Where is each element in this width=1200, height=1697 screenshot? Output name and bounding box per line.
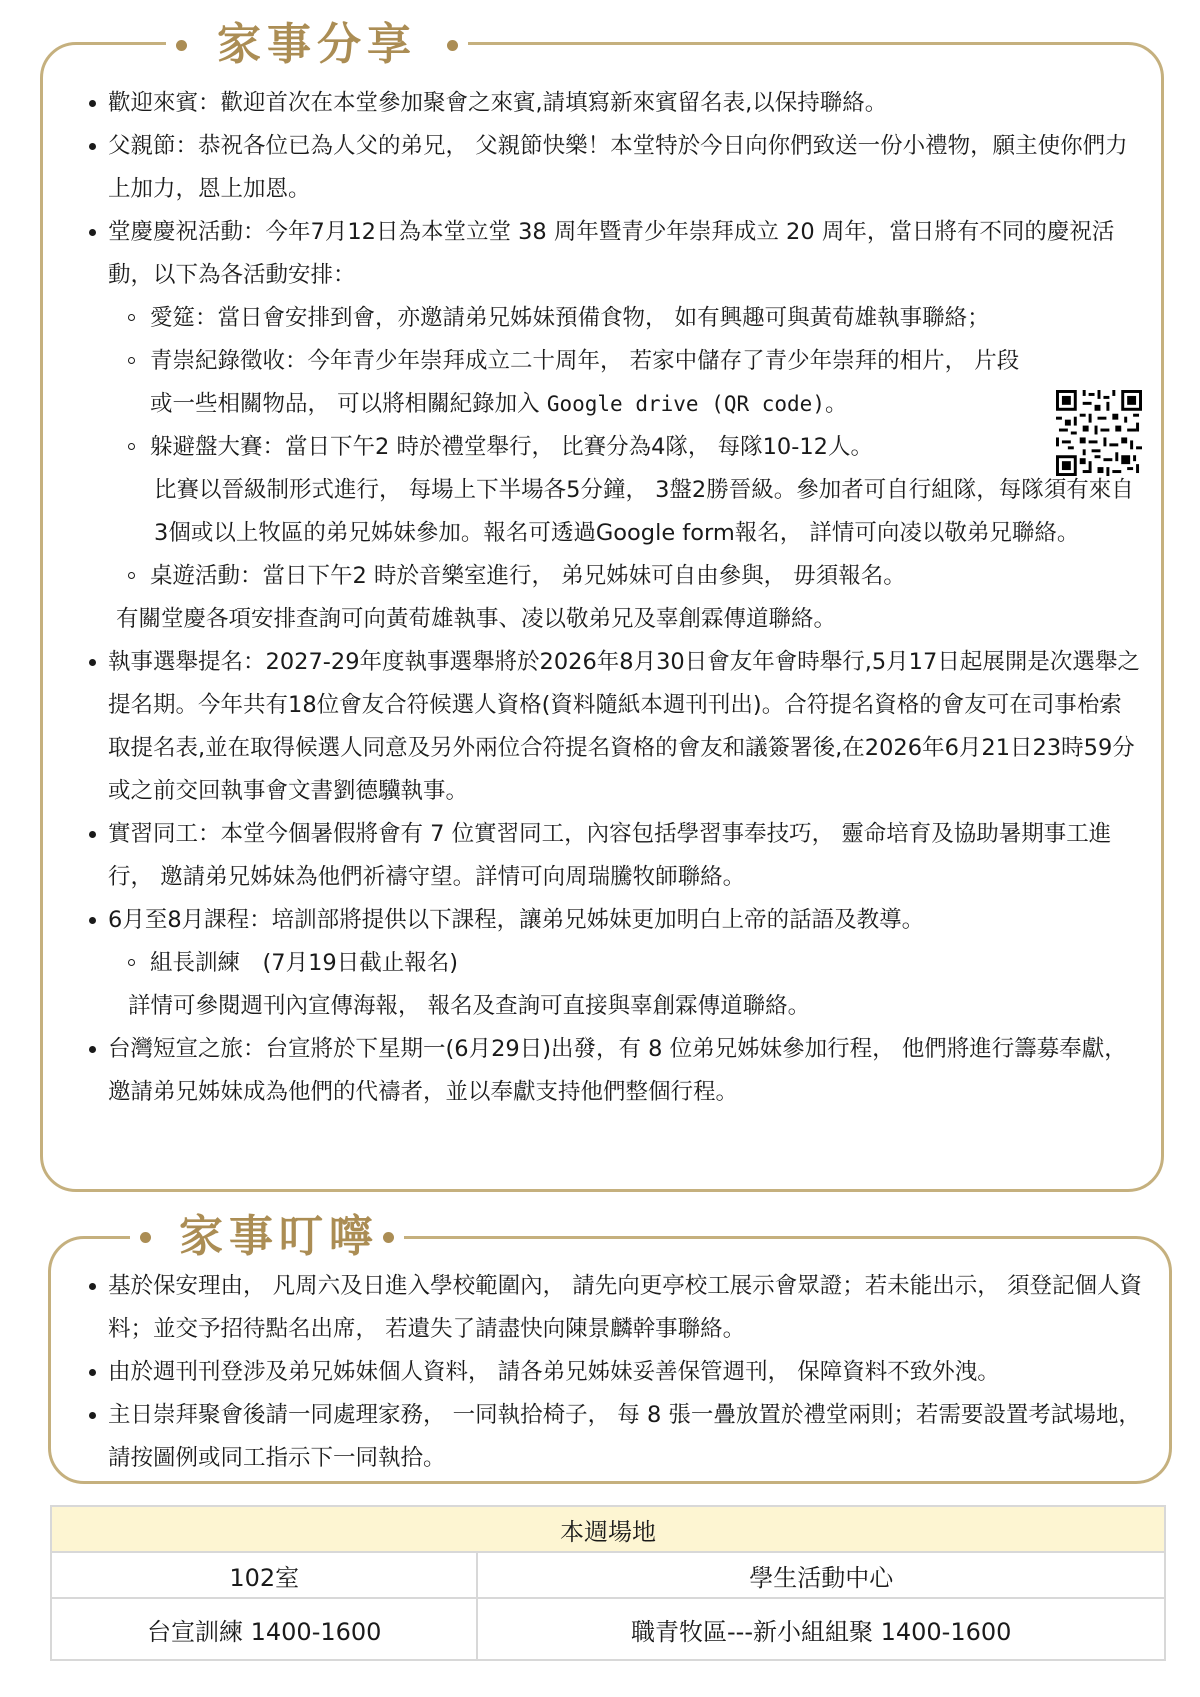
venue-table (50, 1505, 1166, 1661)
reminder-title: 家事叮嚀 (179, 1211, 379, 1262)
share-item-taiwan: 台灣短宣之旅：台宣將於下星期一(6月29日)出發，有 8 位弟兄姊妹參加行程， 他們將進行籌募奉獻，邀請弟兄姊妹成為他們的代禱者，並以奉獻支持他們整個行程。 (84, 1028, 1144, 1114)
anniversary-sub-boardgame: 桌遊活動：當日下午2 時於音樂室進行， 弟兄姊妹可自由參與， 毋須報名。 (84, 555, 1144, 598)
share-item-fathers-day: 父親節：恭祝各位已為人父的弟兄， 父親節快樂！本堂特於今日向你們致送一份小禮物，願主使你們力上加力，恩上加恩。 (84, 125, 1144, 211)
share-item-anniversary: 堂慶慶祝活動：今年7月12日為本堂立堂 38 周年暨青少年崇拜成立 20 周年，當日將有不同的慶祝活動，以下為各活動安排： (84, 211, 1144, 297)
reminder-item-chairs: 主日崇拜聚會後請一同處理家務， 一同執拾椅子， 每 8 張一疊放置於禮堂兩則；若需要設置考試場地， 請按圖例或同工指示下一同執拾。 (84, 1394, 1154, 1480)
venue-header: 本週場地 (51, 1506, 1165, 1552)
anniversary-sub-records (84, 340, 1144, 426)
dodgeball-details: 比賽以晉級制形式進行， 每場上下半場各5分鐘， 3盤2勝晉級。參加者可自行組隊，每隊須有來自3個或以上牧區的弟兄姊妹參加。報名可透過Google form報名， 詳情可向凌以敬弟兄聯絡。 (154, 477, 1134, 546)
reminder-content (84, 1265, 1154, 1480)
share-item-interns: 實習同工：本堂今個暑假將會有 7 位實習同工，內容包括學習事奉技巧， 靈命培育及協助暑期事工進行， 邀請弟兄姊妹為他們祈禱守望。詳情可向周瑞騰牧師聯絡。 (84, 813, 1144, 899)
reminder-item-privacy: 由於週刊刊登涉及弟兄姊妹個人資料， 請各弟兄姊妹妥善保管週刊， 保障資料不致外洩。 (84, 1351, 1154, 1394)
reminder-item-security: 基於保安理由， 凡周六及日進入學校範圍內， 請先向更亭校工展示會眾證；若未能出示， 須登記個人資料；並交予招待點名出席， 若遺失了請盡快向陳景麟幹事聯絡。 (84, 1265, 1154, 1351)
qr-code-icon[interactable] (1056, 390, 1142, 476)
share-content (84, 82, 1144, 1114)
records-line2a: 或一些相關物品， 可以將相關紀錄加入 (150, 391, 547, 417)
share-item-courses: 6月至8月課程：培訓部將提供以下課程，讓弟兄姊妹更加明白上帝的話語及教導。 (84, 899, 1144, 942)
venue-col-activity-center: 學生活動中心 (477, 1552, 1165, 1598)
course-note: 詳情可參閱週刊內宣傳海報， 報名及查詢可直接與辜創霖傳道聯絡。 (128, 993, 811, 1019)
records-line2b: Google drive (QR code) (546, 392, 825, 416)
title-dot-icon (447, 40, 458, 51)
share-title: 家事分享 (217, 19, 417, 70)
share-title-wrap (166, 20, 468, 70)
anniversary-sub-feast: 愛筵：當日會安排到會，亦邀請弟兄姊妹預備食物， 如有興趣可與黃荀雄執事聯絡； (84, 297, 1144, 340)
records-line2c: 。 (824, 391, 848, 417)
venue-cell-taiwan-training: 台宣訓練 1400-1600 (51, 1598, 477, 1660)
anniversary-sub-dodgeball: 躲避盤大賽：當日下午2 時於禮堂舉行， 比賽分為4隊， 每隊10-12人。 (84, 426, 1144, 469)
title-dot-icon (176, 40, 187, 51)
title-dot-icon (140, 1232, 151, 1243)
venue-col-102: 102室 (51, 1552, 477, 1598)
reminder-title-wrap (130, 1212, 404, 1262)
share-item-welcome: 歡迎來賓：歡迎首次在本堂參加聚會之來賓,請填寫新來賓留名表,以保持聯絡。 (84, 82, 1144, 125)
course-sub-leader: 組長訓練 (7月19日截止報名) (84, 942, 1144, 985)
title-dot-icon (383, 1232, 394, 1243)
share-item-election: 執事選舉提名：2027-29年度執事選舉將於2026年8月30日會友年會時舉行,5月17日起展開是次選舉之提名期。今年共有18位會友合符候選人資格(資料隨紙本週刊刊出)。合符提名資格的會友可在司事枱索取提名表,並在取得候選人同意及另外兩位合符提名資格的會友和議簽署後,在2026年6月21日23時59分或之前交回執事會文書劉德驥執事。 (84, 641, 1144, 813)
records-line1: 青崇紀錄徵收：今年青少年崇拜成立二十周年， 若家中儲存了青少年崇拜的相片， 片段 (150, 348, 1020, 374)
anniversary-note: 有關堂慶各項安排查詢可向黃荀雄執事、凌以敬弟兄及辜創霖傳道聯絡。 (116, 606, 837, 632)
venue-cell-youth-group: 職青牧區---新小組組聚 1400-1600 (477, 1598, 1165, 1660)
